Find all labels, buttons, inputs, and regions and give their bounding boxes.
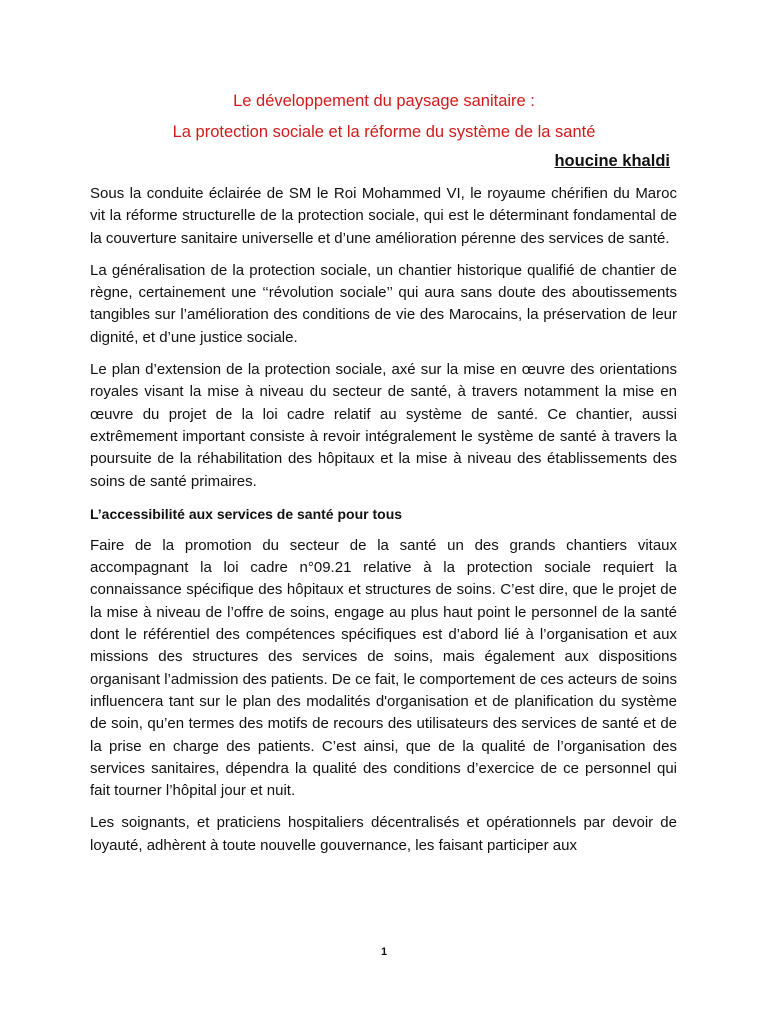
paragraph-extension-plan: Le plan d’extension de la protection sociale, axé sur la mise en œuvre des orientations royales visant la mise à niveau du secteur de santé, à travers notamment la mise en œuvre du projet de la loi cadre relatif au système de santé. Ce chantier, aussi extrêmement important consiste à revoir intégralement le système de santé à travers la poursuite de la réhabilitation des hôpitaux et la mise à niveau des établissements des soins de santé primaires.: [90, 361, 677, 490]
paragraph-promotion: Faire de la promotion du secteur de la santé un des grands chantiers vitaux accompagnant la loi cadre n°09.21 relative à la protection sociale requiert la connaissance spécifique des hôpitaux et structures de soins. C’est dire, que le projet de la mise à niveau de l’offre de soins, engage au plus haut point le personnel de la santé dont le référentiel des compétences spécifiques est d’abord lié à l’organisation et aux missions des structures des services de soins, mais également aux dispositions organisant l’admission des patients. De ce fait, le comportement de ces acteurs de soins influencera tant sur le plan des modalités d'organisation et de planification du système de soin, qu’en termes des motifs de recours des utilisateurs des services de santé et de la prise en charge des patients. C’est ainsi, que de la qualité de l’organisation des services sanitaires, dépendra la qualité des conditions d’exercice de ce personnel qui fait tourner l’hôpital jour et nuit.: [90, 536, 677, 800]
document-body: [90, 183, 677, 857]
author-name: houcine khaldi: [554, 152, 670, 170]
document-title-line1: Le développement du paysage sanitaire :: [233, 92, 535, 110]
document-title-line2: La protection sociale et la réforme du système de la santé: [172, 123, 596, 141]
page-number: 1: [380, 946, 388, 958]
paragraph-soignants: Les soignants, et praticiens hospitaliers décentralisés et opérationnels par devoir de loyauté, adhèrent à toute nouvelle gouvernance, les faisant participer aux: [90, 814, 677, 854]
paragraph-intro: Sous la conduite éclairée de SM le Roi Mohammed VI, le royaume chérifien du Maroc vit la réforme structurelle de la protection sociale, qui est le déterminant fondamental de la couverture sanitaire universelle et d’une amélioration pérenne des services de santé.: [90, 185, 677, 247]
section-heading: L’accessibilité aux services de santé pour tous: [90, 505, 403, 522]
paragraph-generalisation: La généralisation de la protection sociale, un chantier historique qualifié de chantier de règne, certainement une ‘‘révolution sociale’’ qui aura sans doute des aboutissements tangibles sur l’amélioration des conditions de vie des Marocains, la préservation de leur dignité, et d’une justice sociale.: [90, 261, 677, 346]
